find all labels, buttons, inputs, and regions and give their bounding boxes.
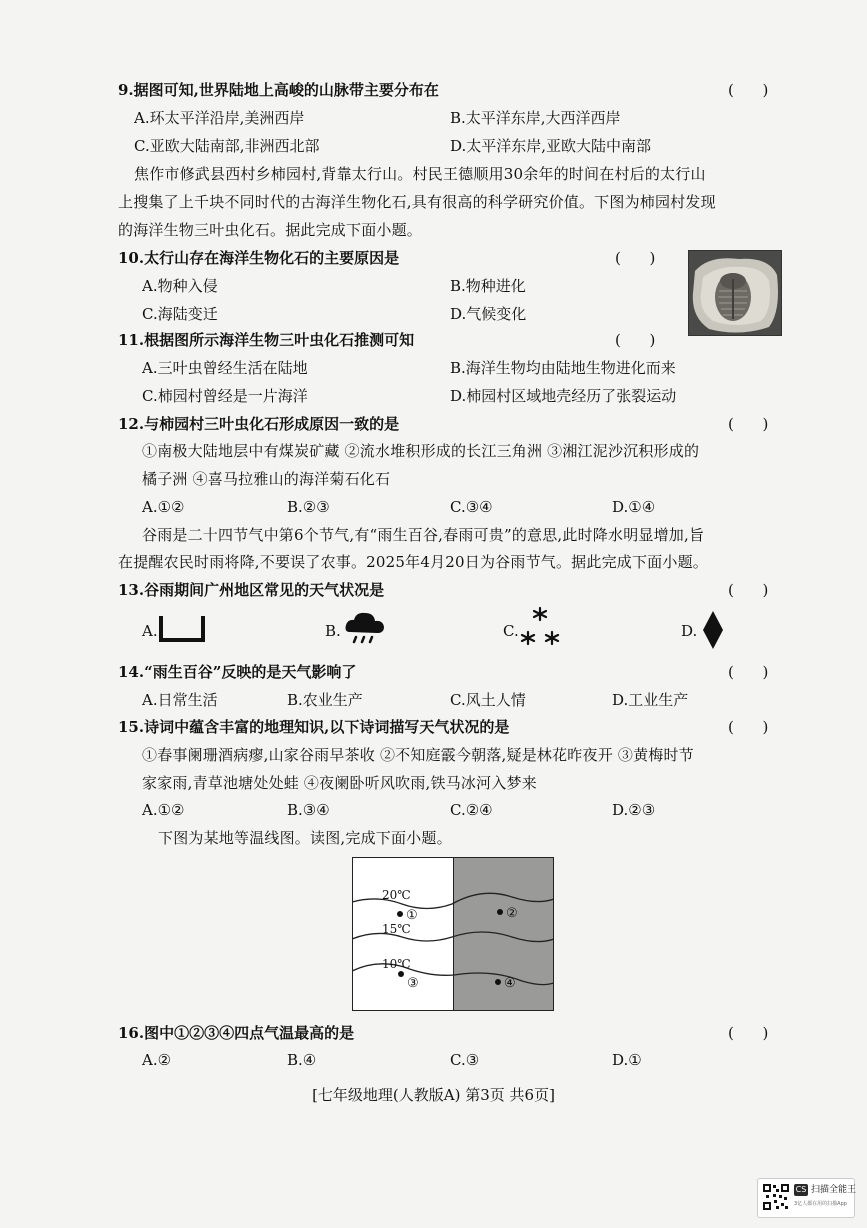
q10-option-b: B.物种进化 [450,277,526,295]
scanner-tagline: 3亿人都在用的扫描App [794,1201,847,1207]
q14-option-d: D.工业生产 [612,691,689,709]
q14-option-a: A.日常生活 [142,691,218,709]
sunny-symbol-icon [158,613,206,643]
q10-stem: 10.太行山存在海洋生物化石的主要原因是 [118,249,400,267]
point-1-label: ① [406,908,418,923]
q13-option-c: C. [503,622,519,640]
q14-option-b: B.农业生产 [287,691,363,709]
intro1-line2: 上搜集了上千块不同时代的古海洋生物化石,具有很高的科学研究价值。下图为柿园村发现 [118,193,716,211]
q13-answer-paren: ( ) [728,581,769,599]
q14-option-c: C.风土人情 [450,691,526,709]
point-3-dot [398,971,404,977]
qr-code-icon [762,1183,790,1211]
isotherm-label-15: 15℃ [382,922,411,936]
q12-option-b: B.②③ [287,498,330,516]
q16-option-d: D.① [612,1051,642,1069]
page-footer: [七年级地理(人教版A) 第3页 共6页] [312,1086,555,1104]
q10-option-d: D.气候变化 [450,305,527,323]
isotherm-label-20: 20℃ [382,888,411,902]
q9-option-b: B.太平洋东岸,大西洋西岸 [450,109,621,127]
q11-option-a: A.三叶虫曾经生活在陆地 [142,359,308,377]
q10-option-a: A.物种入侵 [142,277,218,295]
q11-option-b: B.海洋生物均由陆地生物进化而来 [450,359,676,377]
q9-option-c: C.亚欧大陆南部,非洲西北部 [134,137,320,155]
q9-option-a: A.环太平洋沿岸,美洲西岸 [134,109,305,127]
snow-icon [518,606,564,650]
q10-answer-paren: ( ) [615,249,656,267]
scanner-app-name: 扫描全能王 [811,1185,857,1195]
q15-choice-line2: 家家雨,青草池塘处处蛙 ④夜阑卧听风吹雨,铁马冰河入梦来 [142,774,537,792]
q9-answer-paren: ( ) [728,81,769,99]
q9-stem: 9.据图可知,世界陆地上高峻的山脉带主要分布在 [118,81,439,99]
sandstorm-icon [702,610,724,650]
intro3-text: 下图为某地等温线图。读图,完成下面小题。 [158,829,452,847]
rain-cloud-icon [344,610,386,646]
q16-option-a: A.② [142,1051,172,1069]
q12-choice-line2: 橘子洲 ④喜马拉雅山的海洋菊石化石 [142,470,391,488]
q11-option-d: D.柿园村区域地壳经历了张裂运动 [450,387,677,405]
point-2-dot [497,909,503,915]
isotherm-label-10: 10℃ [382,957,411,971]
q9-option-d: D.太平洋东岸,亚欧大陆中南部 [450,137,652,155]
camscanner-logo-icon: CS [795,1185,807,1194]
point-3-label: ③ [407,976,419,991]
q11-answer-paren: ( ) [615,331,656,349]
scanner-watermark [757,1178,855,1218]
point-4-dot [495,979,501,985]
q12-choice-line1: ①南极大陆地层中有煤炭矿藏 ②流水堆积形成的长江三角洲 ③湘江泥沙沉积形成的 [142,442,700,460]
q16-stem: 16.图中①②③④四点气温最高的是 [118,1024,355,1042]
q15-stem: 15.诗词中蕴含丰富的地理知识,以下诗词描写天气状况的是 [118,718,510,736]
q11-option-c: C.柿园村曾经是一片海洋 [142,387,308,405]
isotherm-map [352,857,554,1011]
q15-option-d: D.②③ [612,801,656,819]
q12-option-c: C.③④ [450,498,493,516]
q16-option-b: B.④ [287,1051,317,1069]
point-4-label: ④ [504,976,516,991]
q12-answer-paren: ( ) [728,415,769,433]
q15-option-c: C.②④ [450,801,493,819]
q13-option-d: D. [681,622,698,640]
intro2-line2: 在提醒农民时雨将降,不要误了农事。2025年4月20日为谷雨节气。据此完成下面小题。 [118,553,708,571]
q10-option-c: C.海陆变迁 [142,305,218,323]
intro1-line1: 焦作市修武县西村乡柿园村,背靠太行山。村民王德顺用30余年的时间在村后的太行山 [134,165,706,183]
q13-option-b: B. [325,622,341,640]
q14-answer-paren: ( ) [728,663,769,681]
point-2-label: ② [506,906,518,921]
intro2-line1: 谷雨是二十四节气中第6个节气,有“雨生百谷,春雨可贵”的意思,此时降水明显增加,旨 [142,526,705,544]
q13-option-a: A. [142,622,158,640]
q12-stem: 12.与柿园村三叶虫化石形成原因一致的是 [118,415,400,433]
point-1-dot [397,911,403,917]
q15-option-a: A.①② [142,801,185,819]
q15-answer-paren: ( ) [728,718,769,736]
q11-stem: 11.根据图所示海洋生物三叶虫化石推测可知 [118,331,415,349]
q16-option-c: C.③ [450,1051,480,1069]
q15-option-b: B.③④ [287,801,330,819]
q12-option-d: D.①④ [612,498,656,516]
q16-answer-paren: ( ) [728,1024,769,1042]
q12-option-a: A.①② [142,498,185,516]
intro1-line3: 的海洋生物三叶虫化石。据此完成下面小题。 [118,221,423,239]
q13-stem: 13.谷雨期间广州地区常见的天气状况是 [118,581,385,599]
q15-choice-line1: ①春事阑珊酒病瘳,山家谷雨早茶收 ②不知庭霰今朝落,疑是林花昨夜开 ③黄梅时节 [142,746,694,764]
trilobite-fossil-image [688,250,782,336]
q14-stem: 14.“雨生百谷”反映的是天气影响了 [118,663,357,681]
